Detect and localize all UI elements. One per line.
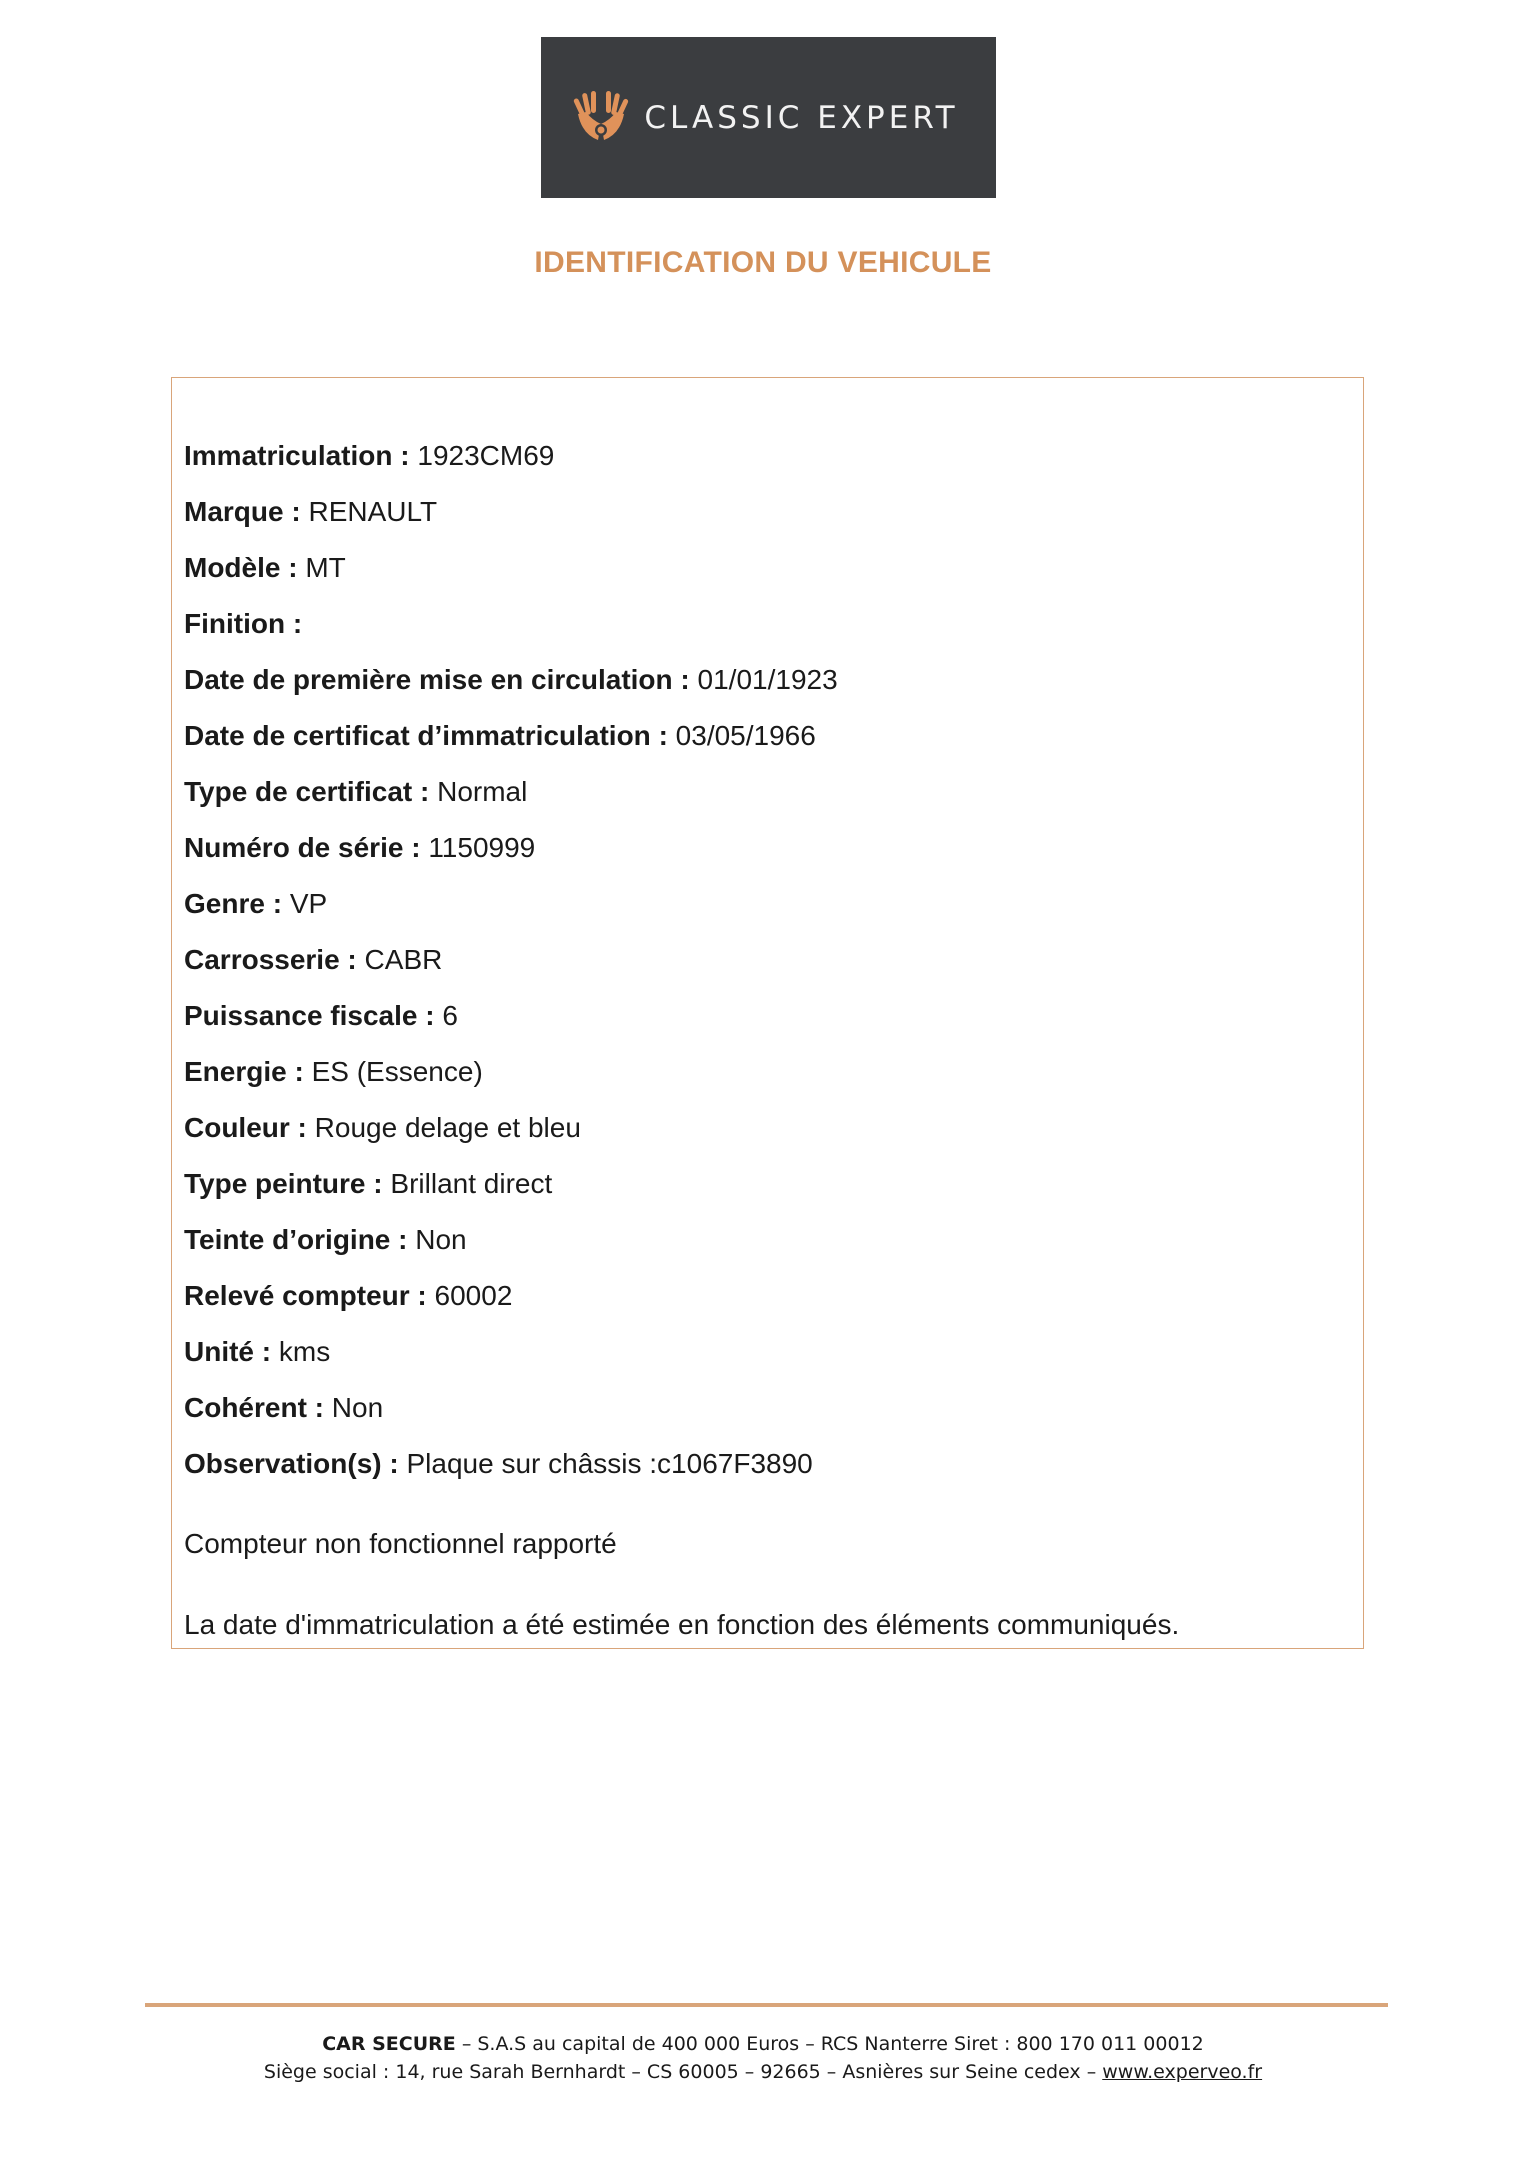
field-value: Normal [437,776,528,807]
field-unite [184,1336,838,1392]
field-value: RENAULT [308,496,438,527]
field-label: Type peinture : [184,1168,383,1199]
field-label: Observation(s) : [184,1448,399,1479]
field-value: Non [415,1224,467,1255]
field-puissance-fiscale [184,1000,838,1056]
field-label: Type de certificat : [184,776,430,807]
field-date-premiere-circulation [184,664,838,720]
field-date-certificat [184,720,838,776]
field-label: Energie : [184,1056,304,1087]
field-value: Rouge delage et bleu [314,1112,581,1143]
footer-address: Siège social : 14, rue Sarah Bernhardt – CS 60005 – 92665 – Asnières sur Seine cedex – [263,2061,1103,2083]
field-label: Couleur : [184,1112,307,1143]
footer-company-name: CAR SECURE [322,2033,456,2055]
field-label: Genre : [184,888,283,919]
field-label: Relevé compteur : [184,1280,427,1311]
field-teinte-origine [184,1224,838,1280]
field-value: 1923CM69 [417,440,555,471]
field-label: Puissance fiscale : [184,1000,435,1031]
field-modele [184,552,838,608]
field-label: Date de première mise en circulation : [184,664,690,695]
field-marque [184,496,838,552]
note-compteur: Compteur non fonctionnel rapporté [184,1528,617,1559]
field-label: Date de certificat d’immatriculation : [184,720,668,751]
field-label: Unité : [184,1336,272,1367]
field-releve-compteur [184,1280,838,1336]
footer-line-company [0,2030,1526,2058]
field-type-peinture [184,1168,838,1224]
field-coherent [184,1392,838,1448]
field-value: ES (Essence) [311,1056,483,1087]
field-value: Plaque sur châssis :c1067F3890 [406,1448,813,1479]
field-value: Brillant direct [390,1168,553,1199]
field-label: Numéro de série : [184,832,421,863]
vehicle-info-box [171,377,1364,1649]
logo-text: CLASSIC EXPERT [644,99,959,136]
field-immatriculation [184,440,838,496]
field-label: Cohérent : [184,1392,324,1423]
field-value: 60002 [434,1280,513,1311]
field-type-certificat [184,776,838,832]
field-label: Modèle : [184,552,298,583]
field-value: 6 [442,1000,458,1031]
field-label: Immatriculation : [184,440,410,471]
field-value: Non [331,1392,384,1423]
field-couleur [184,1112,838,1168]
vehicle-fields [184,440,838,1504]
field-value: 01/01/1923 [697,664,838,695]
footer-line-address [0,2058,1526,2086]
footer [0,2030,1526,2086]
logo [572,90,958,146]
field-observations [184,1448,838,1504]
footer-company-details: – S.A.S au capital de 400 000 Euros – RCS Nanterre Siret : 800 170 011 00012 [455,2033,1204,2055]
field-value: 1150999 [428,832,536,863]
field-genre [184,888,838,944]
field-numero-serie [184,832,838,888]
page-title: IDENTIFICATION DU VEHICULE [534,246,992,279]
field-value: 03/05/1966 [675,720,816,751]
field-finition [184,608,838,664]
field-label: Finition : [184,608,303,639]
field-value: CABR [364,944,443,975]
hands-icon [572,90,630,146]
footer-website-link[interactable]: www.experveo.fr [1102,2061,1263,2083]
field-label: Carrosserie : [184,944,357,975]
note-date-immatriculation: La date d'immatriculation a été estimée en fonction des éléments communiqués. [184,1609,1180,1640]
field-energie [184,1056,838,1112]
field-carrosserie [184,944,838,1000]
observation-notes [184,1528,1179,1690]
field-value: kms [278,1336,331,1367]
footer-divider [145,2003,1388,2007]
field-value: MT [305,552,346,583]
field-label: Marque : [184,496,301,527]
field-label: Teinte d’origine : [184,1224,408,1255]
field-value: VP [289,888,328,919]
logo-banner [541,37,996,198]
